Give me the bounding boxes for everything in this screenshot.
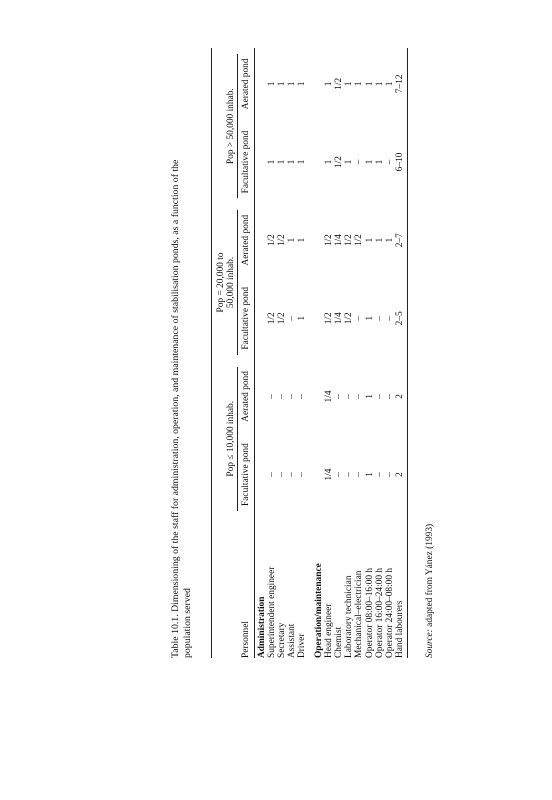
cell-value: 1 [364,81,375,87]
source-text: adapted from Yánez (1993) [425,523,435,627]
cell-value: 1 [323,81,334,87]
table-row [354,48,364,658]
cell-value: – [287,472,298,477]
row-label: Superintendent engineer [266,566,277,658]
cell-value: 1/2 [354,234,365,247]
cell-value: 1/2 [266,234,277,247]
cell-value: 2 [395,361,408,433]
cell-value: 1 [266,81,277,87]
cell-value: 1/4 [323,390,334,403]
cell-value: – [354,394,365,399]
subheader-facultative: Facultative pond [239,120,254,205]
cell-value: – [354,315,365,321]
cell-value: – [385,159,396,165]
cell-value: 1 [277,159,288,165]
cell-value: 1/2 [277,234,288,247]
table-row [267,48,277,658]
cell-value: 1/2 [266,312,277,325]
group-header-small: Pop ≤ 10,000 inhab. [226,367,238,511]
cell-value: – [334,394,345,399]
cell-value: 1/2 [334,77,345,90]
cell-value: 1/2 [277,312,288,325]
cell-value: 1 [354,81,365,87]
table-row [324,48,334,658]
cell-value: – [344,472,355,477]
row-label: Operator 24:00–08:00 h [385,567,396,658]
cell-value: 1 [374,159,385,165]
subheader-aerated: Aerated pond [239,361,254,433]
cell-value: – [334,472,345,477]
cell-value: – [385,315,396,321]
cell-value: 1 [364,394,375,399]
table-row [287,48,297,658]
cell-value: 1 [323,159,334,165]
cell-value: – [287,315,298,321]
row-label: Assistant [287,623,298,658]
cell-value: – [385,394,396,399]
table-row [277,48,287,658]
cell-value: 1/4 [334,312,345,325]
table-body [254,48,408,658]
table-row [365,48,375,658]
cell-value: 1 [344,159,355,165]
cell-value: 1 [385,237,396,243]
cell-value: 1 [287,81,298,87]
subheader-facultative: Facultative pond [239,432,254,517]
cell-value: 2–5 [395,276,408,361]
personnel-header: Personnel [239,517,254,658]
group-header-large: Pop > 50,000 inhab. [226,54,238,198]
table-row [375,48,385,658]
cell-value: 1 [297,81,308,87]
rotated-table-page [170,48,440,658]
cell-value: – [385,472,396,477]
table-caption [170,48,194,658]
cell-value: 1 [277,81,288,87]
section-title: Operation/maintenance [313,563,324,658]
row-label: Mechanical–electrician [354,570,365,658]
table-row [385,48,395,658]
cell-value: 1 [374,237,385,243]
cell-value: – [374,394,385,399]
cell-value: – [374,472,385,477]
row-label: Secretary [277,622,288,658]
cell-value: 6–10 [395,120,408,205]
cell-value: 2–7 [395,204,408,276]
cell-value: 1/4 [323,468,334,481]
cell-value: – [277,394,288,399]
cell-value: 1 [287,159,298,165]
row-label: Operator 08:00–16:00 h [364,567,375,658]
cell-value: 1 [374,81,385,87]
row-label: Chemist [334,626,345,658]
cell-value: 1/4 [334,234,345,247]
cell-value: 1 [364,159,375,165]
subheader-aerated: Aerated pond [239,204,254,276]
row-label: Laboratory technician [344,575,355,658]
subheader-facultative: Facultative pond [239,276,254,361]
table-row [344,48,354,658]
subheader-aerated: Aerated pond [239,48,254,120]
cell-value: 1/2 [323,234,334,247]
section-row [254,48,267,658]
cell-value: 1 [297,159,308,165]
table-source [425,524,435,658]
cell-value: – [297,472,308,477]
cell-value: – [344,394,355,399]
cell-value: 1 [297,315,308,321]
cell-value: 2 [395,432,408,517]
table-row [297,48,307,658]
cell-value: – [277,472,288,477]
cell-value: 1 [385,81,396,87]
cell-value: – [297,394,308,399]
cell-value: – [266,394,277,399]
cell-value: 1 [266,159,277,165]
caption-line-2: population served [182,588,193,658]
row-label: Hand labourers [395,517,408,658]
cell-value: 1 [297,237,308,243]
cell-value: 1/2 [344,234,355,247]
caption-line-1: Table 10.1. Dimensioning of the staff for administration, operation, and maintenance of stabilisation ponds, as a function of the [170,159,181,658]
staff-dimensioning-table [211,48,408,658]
cell-value: – [354,472,365,477]
cell-value: 1/2 [323,312,334,325]
section-row [312,48,324,658]
cell-value: 1 [287,237,298,243]
cell-value: 1/2 [344,312,355,325]
cell-value: 1 [364,237,375,243]
cell-value: 1/2 [334,156,345,169]
row-label: Driver [297,633,308,658]
table-row [395,48,408,658]
cell-value: 7–12 [395,48,408,120]
table-row [334,48,344,658]
cell-value: – [266,472,277,477]
cell-value: – [354,159,365,165]
cell-value: 1 [364,315,375,321]
cell-value: – [287,394,298,399]
cell-value: 1 [344,81,355,87]
cell-value: 1 [364,472,375,477]
group-header-medium: Pop = 20,000 to 50,000 inhab. [216,210,238,354]
row-label: Operator 16:00–24:00 h [374,567,385,658]
row-label: Head engineer [323,603,334,658]
source-label: Source: [425,629,435,658]
cell-value: – [374,315,385,321]
section-title: Administration [256,596,267,658]
